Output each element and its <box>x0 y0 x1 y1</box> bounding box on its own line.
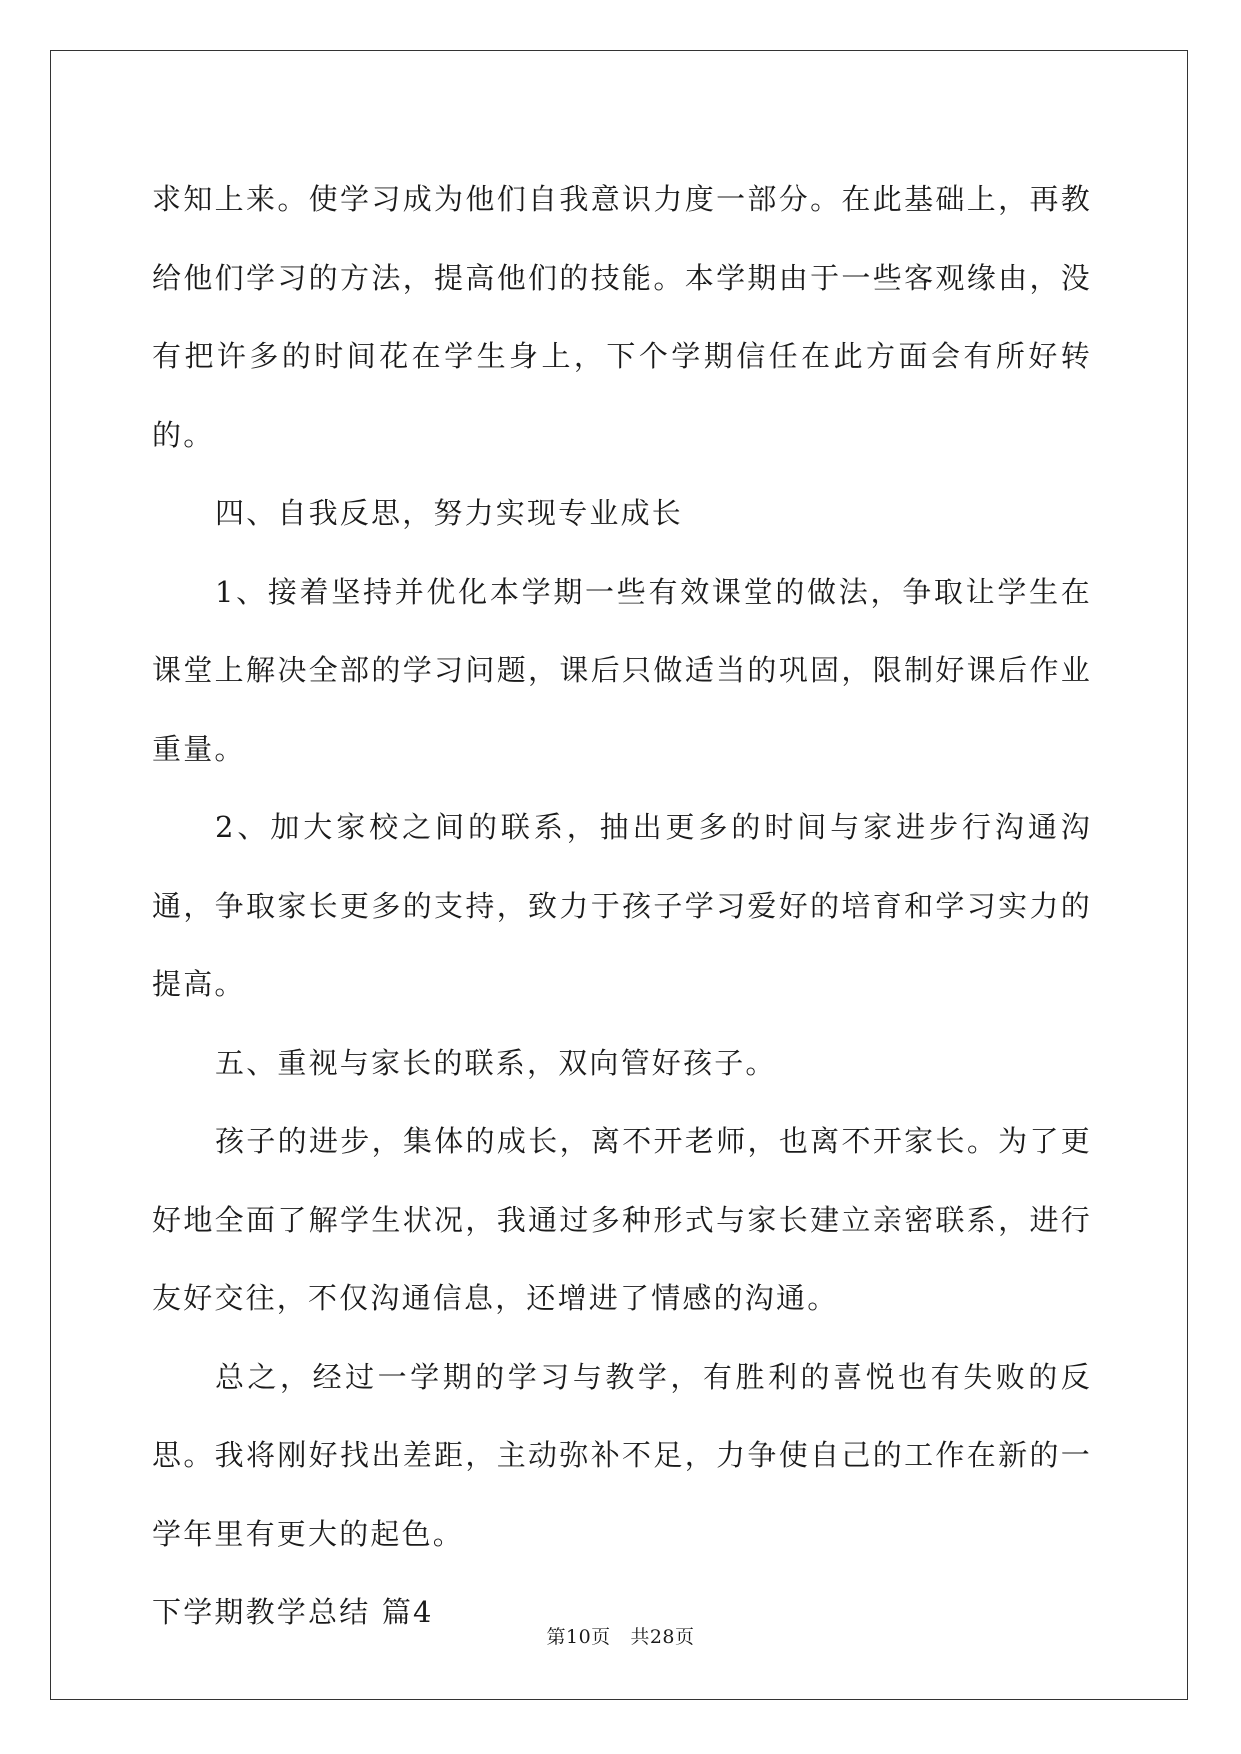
page-footer <box>0 1622 1241 1649</box>
page-total: 共28页 <box>630 1626 695 1648</box>
paragraph-item-1: 1、接着坚持并优化本学期一些有效课堂的做法，争取让学生在课堂上解决全部的学习问题，课后只做适当的巩固，限制好课后作业重量。 <box>152 574 1092 766</box>
section-heading-parents: 五、重视与家长的联系，双向管好孩子。 <box>215 1045 777 1080</box>
article-heading: 下学期教学总结 篇4 <box>152 1595 434 1629</box>
document-body <box>152 160 1092 1652</box>
paragraph-1: 求知上来。使学习成为他们自我意识力度一部分。在此基础上，再教给他们学习的方法，提高他们的技能。本学期由于一些客观缘由，没有把许多的时间花在学生身上，下个学期信任在此方面会有所好转的。 <box>152 182 1092 452</box>
paragraph-parents: 孩子的进步，集体的成长，离不开老师，也离不开家长。为了更好地全面了解学生状况，我通过多种形式与家长建立亲密联系，进行友好交往，不仅沟通信息，还增进了情感的沟通。 <box>152 1124 1092 1315</box>
page-number: 第10页 <box>546 1626 611 1648</box>
section-heading-reflection: 四、自我反思，努力实现专业成长 <box>215 496 684 530</box>
paragraph-item-2: 2、加大家校之间的联系，抽出更多的时间与家进步行沟通沟通，争取家长更多的支持，致力于孩子学习爱好的培育和学习实力的提高。 <box>152 810 1092 1001</box>
paragraph-conclusion: 总之，经过一学期的学习与教学，有胜利的喜悦也有失败的反思。我将刚好找出差距，主动弥补不足，力争使自己的工作在新的一学年里有更大的起色。 <box>152 1359 1092 1551</box>
